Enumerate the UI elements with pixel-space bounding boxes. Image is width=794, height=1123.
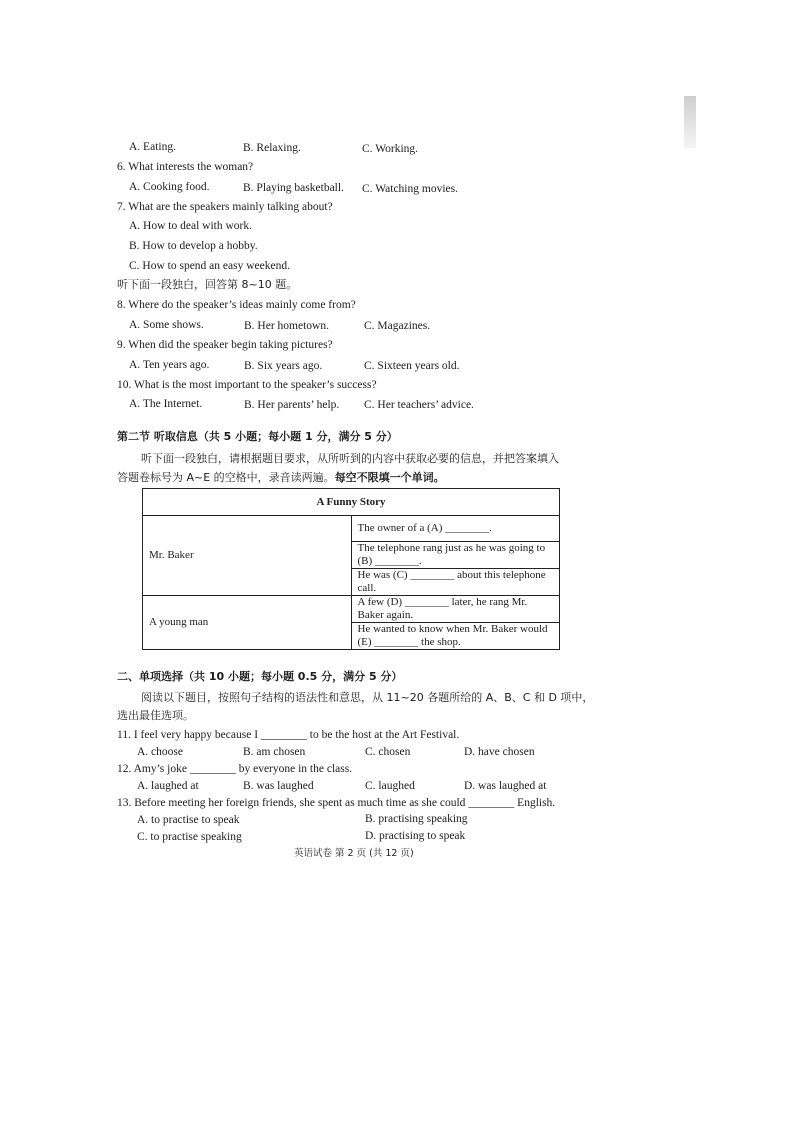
q12-stem: 12. Amy’s joke ________ by everyone in the class. — [117, 763, 353, 775]
q8-option-a: A. Some shows. — [129, 319, 204, 331]
group-label-young-man: A young man — [143, 596, 352, 650]
q5-option-a: A. Eating. — [129, 141, 176, 153]
q9-option-c: C. Sixteen years old. — [364, 360, 460, 372]
table-row-b: The telephone rang just as he was going to (B) ________. — [351, 542, 560, 569]
q10-option-a: A. The Internet. — [129, 398, 203, 410]
section2-instruction-line1: 听下面一段独白，请根据题目要求，从所听到的内容中获取必要的信息，并把答案填入 — [141, 452, 559, 465]
q6-option-c: C. Watching movies. — [362, 183, 458, 195]
q8-stem: 8. Where do the speaker’s ideas mainly come from? — [117, 299, 356, 311]
q7-option-c: C. How to spend an easy weekend. — [129, 260, 290, 272]
q9-option-b: B. Six years ago. — [244, 360, 323, 372]
q8-option-b: B. Her hometown. — [244, 320, 329, 332]
q6-option-a: A. Cooking food. — [129, 181, 210, 193]
section2-instruction-line2 — [117, 471, 445, 485]
section2-instruction-line2a: 答题卷标号为 A~E 的空格中，录音读两遍。 — [117, 471, 335, 484]
q11-option-a: A. choose — [137, 746, 183, 758]
table-row-a: The owner of a (A) ________. — [351, 516, 560, 542]
part2-instruction-line2: 选出最佳选项。 — [117, 709, 194, 722]
q7-stem: 7. What are the speakers mainly talking about? — [117, 201, 333, 213]
q13-stem: 13. Before meeting her foreign friends, she spent as much time as she could ________ English. — [117, 797, 556, 809]
part2-title: 二、单项选择（共 10 小题；每小题 0.5 分，满分 5 分） — [117, 670, 403, 683]
q5-option-b: B. Relaxing. — [243, 142, 301, 154]
instruction-8-10: 听下面一段独白，回答第 8~10 题。 — [117, 278, 298, 291]
scan-edge-mark — [684, 96, 696, 148]
section2-instruction-line2b: 每空不限填一个单词。 — [334, 471, 445, 484]
q13-option-a: A. to practise to speak — [137, 814, 240, 826]
funny-story-table — [142, 488, 560, 650]
part2-instruction-line1: 阅读以下题目，按照句子结构的语法性和意思，从 11~20 各题所给的 A、B、C 和 D 项中， — [141, 691, 594, 704]
q13-option-b: B. practising speaking — [365, 813, 468, 825]
q8-option-c: C. Magazines. — [364, 320, 431, 332]
q11-option-d: D. have chosen — [464, 746, 535, 758]
page-footer: 英语试卷 第 2 页 (共 12 页) — [294, 848, 414, 859]
q10-stem: 10. What is the most important to the speaker’s success? — [117, 379, 377, 391]
q13-option-d: D. practising to speak — [365, 830, 466, 842]
q11-option-c: C. chosen — [365, 746, 411, 758]
q11-option-b: B. am chosen — [243, 746, 306, 758]
q10-option-b: B. Her parents’ help. — [244, 399, 340, 411]
q12-option-b: B. was laughed — [243, 780, 314, 792]
q6-option-b: B. Playing basketball. — [243, 182, 344, 194]
q13-option-c: C. to practise speaking — [137, 831, 242, 843]
q11-stem: 11. I feel very happy because I ________ to be the host at the Art Festival. — [117, 729, 460, 741]
q6-stem: 6. What interests the woman? — [117, 161, 254, 173]
group-label-mr-baker: Mr. Baker — [143, 516, 352, 596]
q9-option-a: A. Ten years ago. — [129, 359, 210, 371]
q9-stem: 9. When did the speaker begin taking pictures? — [117, 339, 333, 351]
table-title: A Funny Story — [143, 489, 560, 516]
q12-option-c: C. laughed — [365, 780, 415, 792]
table-row-e: He wanted to know when Mr. Baker would (E) ________ the shop. — [351, 623, 560, 650]
q10-option-c: C. Her teachers’ advice. — [364, 399, 474, 411]
q7-option-a: A. How to deal with work. — [129, 220, 252, 232]
table-row-d: A few (D) ________ later, he rang Mr. Baker again. — [351, 596, 560, 623]
q5-option-c: C. Working. — [362, 143, 419, 155]
table-row-c: He was (C) ________ about this telephone call. — [351, 569, 560, 596]
q12-option-d: D. was laughed at — [464, 780, 547, 792]
q12-option-a: A. laughed at — [137, 780, 199, 792]
q7-option-b: B. How to develop a hobby. — [129, 240, 258, 252]
section2-title: 第二节 听取信息（共 5 小题；每小题 1 分，满分 5 分） — [117, 430, 398, 443]
